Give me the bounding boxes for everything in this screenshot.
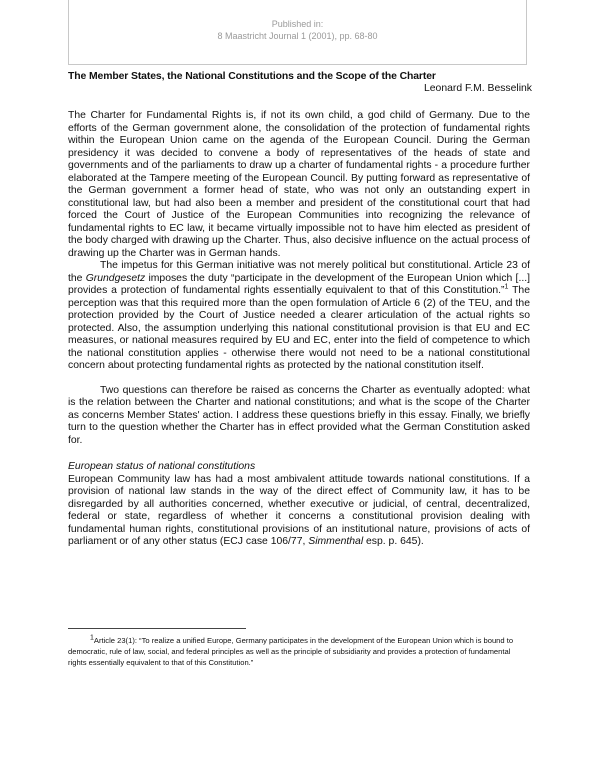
publication-info-box xyxy=(68,0,527,65)
footnote-divider xyxy=(68,628,246,629)
article-author: Leonard F.M. Besselink xyxy=(424,83,532,94)
footnote-text: Article 23(1): “To realize a unified Europe, Germany participates in the development of the European Union which is bound to democratic, rule of law, social, and federal principles as well as the principle of subsidiarity and provides a protection of fundamental rights essentially equivalent to that of this Constitution.” xyxy=(68,636,514,667)
section-paragraph-part-b: esp. p. 645). xyxy=(363,536,424,547)
footnote-number: 1 xyxy=(90,634,94,642)
grundgesetz-term: Grundgesetz xyxy=(85,272,146,284)
article-body xyxy=(68,110,530,549)
journal-citation: 8 Maastricht Journal 1 (2001), pp. 68-80 xyxy=(217,31,378,41)
paragraph-1: The Charter for Fundamental Rights is, if not its own child, a god child of Germany. Due to the efforts of the German government alone, the consolidation of the protection of fundamental rights within the European Union came on the agenda of the European Council. During the German presidency it was decided to convene a body of representatives of the heads of state and governments and of the parliaments to draw up a charter of fundamental rights - a procedure further elaborated at the Tampere meeting of the European Council. By putting forward as representative of the German government a former head of state, who was not only an outstanding expert in constitutional law, but had also been a member and president of the constitutional court that had forced the Court of Justice of the European Communities into recognizing the relevance of fundamental rights to EC law, it became virtually impossible not to have him elected as president of the body charged with drawing up the Charter. Thus, also decisive influence on the actual process of drawing up the Charter was in German hands. xyxy=(68,110,530,259)
paragraph-2-part-a: The impetus for this German initiative was not merely political but constitutional. Article 23 of the xyxy=(68,260,530,284)
footnote-reference[interactable]: 1 xyxy=(504,283,509,291)
paragraph-2-part-c: The perception was that this required more than the open formulation of Article 6 (2) of the TEU, and the protection provided by the Court of Justice needed a clearer articulation of the actual rights so protected. Also, the assumption underlying this national constitutional provision is that EU and EC measures, or national measures required by EU and EC, enter into the field of competence to which the national constitution applies - otherwise there would not need to be a national constitutional concern about protecting fundamental rights as protected by the national constitution itself. xyxy=(68,285,530,371)
paragraph-2-part-b: imposes the duty “participate in the development of the European Union which [...] provides a protection of fundamental rights essentially equivalent to that of this Constitution.” xyxy=(68,272,530,296)
paragraph-2 xyxy=(68,260,530,373)
section-paragraph-part-a: European Community law has had a most ambivalent attitude towards national constitutions. If a provision of national law stands in the way of the direct effect of Community law, it has to be disregarded by all authorities concerned, whether executive or judicial, of central, decentralized, federal or state, regardless of whether it concerns a constitutional provision dealing with fundamental human rights, constitutional provisions of an institutional nature, provisions of acts of parliament or of any other status (ECJ case 106/77, xyxy=(68,473,530,547)
published-in-label: Published in: xyxy=(271,19,324,29)
section-paragraph xyxy=(68,474,530,549)
footnote xyxy=(68,635,530,668)
article-title: The Member States, the National Constitutions and the Scope of the Charter xyxy=(68,71,436,82)
paragraph-3: Two questions can therefore be raised as concerns the Charter as eventually adopted: what is the relation between the Charter and national constitutions; and what is the scope of the Charter as concerns Member States' action. I address these questions briefly in this essay. Finally, we briefly turn to the question whether the Charter has in effect provided what the German Constitution asked for. xyxy=(68,384,530,446)
simmenthal-term: Simmenthal xyxy=(308,536,364,547)
section-heading: European status of national constitutions xyxy=(68,461,256,472)
